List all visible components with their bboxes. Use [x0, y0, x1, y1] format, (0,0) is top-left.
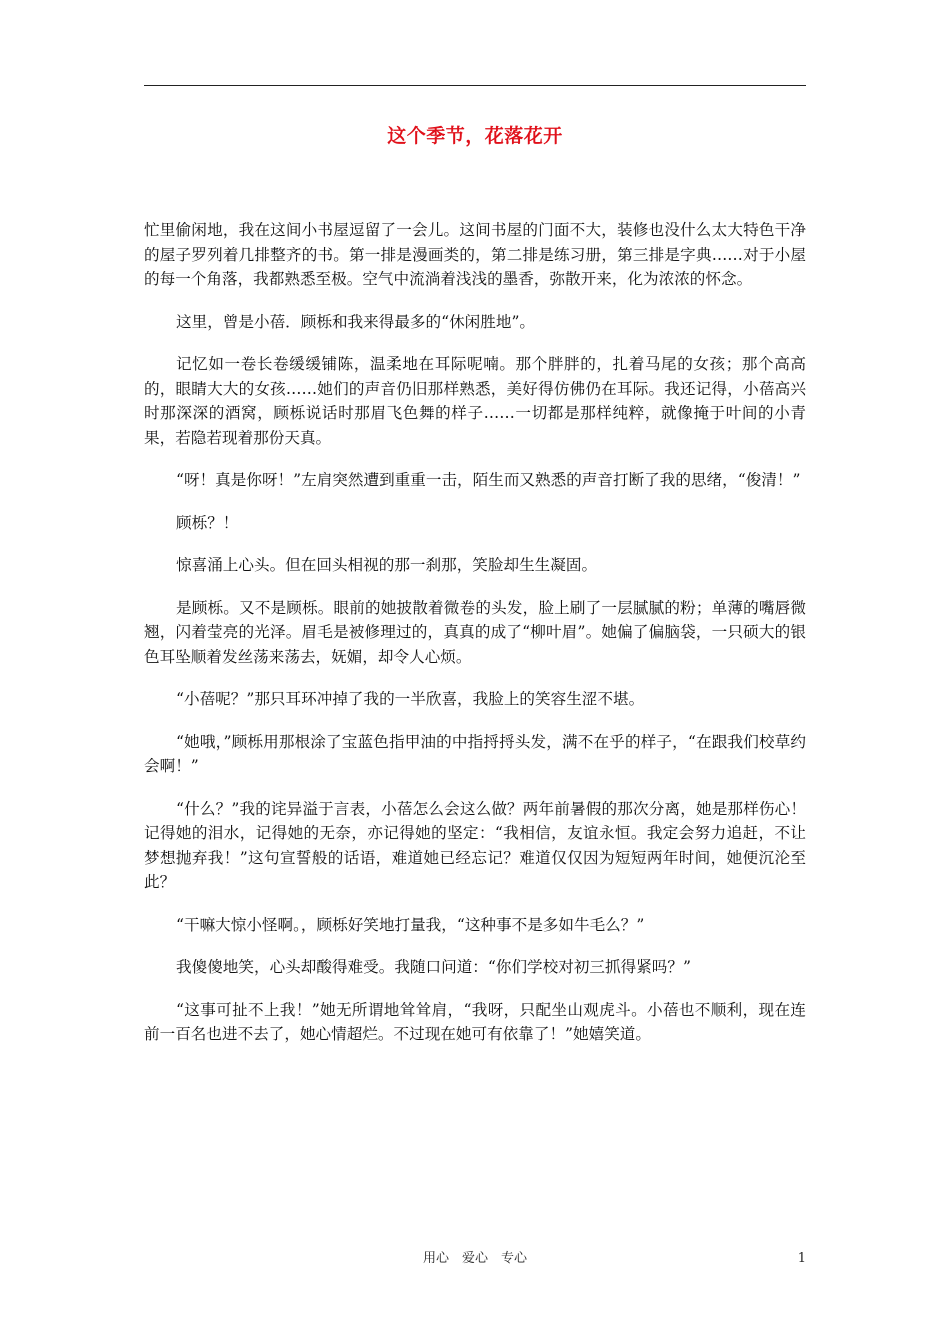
paragraph-2: 这里，曾是小蓓．顾栎和我来得最多的“休闲胜地”。 — [176, 312, 536, 331]
paragraph-8: “小蓓呢？”那只耳环冲掉了我的一半欣喜，我脸上的笑容生涩不堪。 — [176, 690, 645, 708]
paragraph-5: 顾栎？！ — [176, 513, 239, 532]
paragraph-10: “什么？”我的诧异溢于言表，小蓓怎么会这么做？两年前暑假的那次分离，她是那样伤心！记得她的泪水，记得她的无奈，亦记得她的坚定：“我相信，友谊永恒。我定会努力追赶，不让梦想抛弃我！”这句宣誓般的话语，难道她已经忘记？难道仅仅因为短短两年时间，她便沉沦至此？ — [144, 799, 806, 891]
paragraph-12: 我傻傻地笑，心头却酸得难受。我随口问道：“你们学校对初三抓得紧吗？” — [176, 958, 691, 976]
paragraph-4: “呀！真是你呀！”左肩突然遭到重重一击，陌生而又熟悉的声音打断了我的思绪，“俊清！” — [176, 471, 801, 489]
paragraph-9: “她哦，”顾栎用那根涂了宝蓝色指甲油的中指捋捋头发，满不在乎的样子，“在跟我们校草约会啊！” — [144, 732, 806, 775]
paragraph-13: “这事可扯不上我！”她无所谓地耸耸肩，“我呀，只配坐山观虎斗。小蓓也不顺利，现在连前一百名也进不去了，她心情超烂。不过现在她可有依靠了！”她嬉笑道。 — [144, 1000, 806, 1043]
paragraph-3: 记忆如一卷长卷缓缓铺陈，温柔地在耳际呢喃。那个胖胖的，扎着马尾的女孩；那个高高的，眼睛大大的女孩……她们的声音仍旧那样熟悉，美好得仿佛仍在耳际。我还记得，小蓓高兴时那深深的酒窝，顾栎说话时那眉飞色舞的样子……一切都是那样纯粹，就像掩于叶间的小青果，若隐若现着那份天真。 — [144, 355, 806, 447]
footer-motto: 用心 爱心 专心 — [422, 1251, 527, 1266]
paragraph-6: 惊喜涌上心头。但在回头相视的那一刹那，笑脸却生生凝固。 — [176, 556, 598, 574]
article-body — [144, 218, 806, 1065]
paragraph-1: 忙里偷闲地，我在这间小书屋逗留了一会儿。这间书屋的门面不大，装修也没什么太大特色干净的屋子罗列着几排整齐的书。第一排是漫画类的，第二排是练习册，第三排是字典……对于小屋的每一个角落，我都熟悉至极。空气中流淌着浅浅的墨香，弥散开来，化为浓浓的怀念。 — [144, 221, 806, 288]
page-title: 这个季节，花落花开 — [387, 125, 563, 147]
header-rule — [144, 85, 806, 86]
page-number: 1 — [797, 1251, 806, 1266]
paragraph-11: “干嘛大惊小怪啊。，顾栎好笑地打量我，“这种事不是多如牛毛么？” — [176, 915, 645, 934]
paragraph-7: 是顾栎。又不是顾栎。眼前的她披散着微卷的头发，脸上刷了一层腻腻的粉；单薄的嘴唇微翘，闪着莹亮的光泽。眉毛是被修理过的，真真的成了“柳叶眉”。她偏了偏脑袋，一只硕大的银色耳坠顺着发丝荡来荡去，妩媚，却令人心烦。 — [144, 598, 806, 666]
